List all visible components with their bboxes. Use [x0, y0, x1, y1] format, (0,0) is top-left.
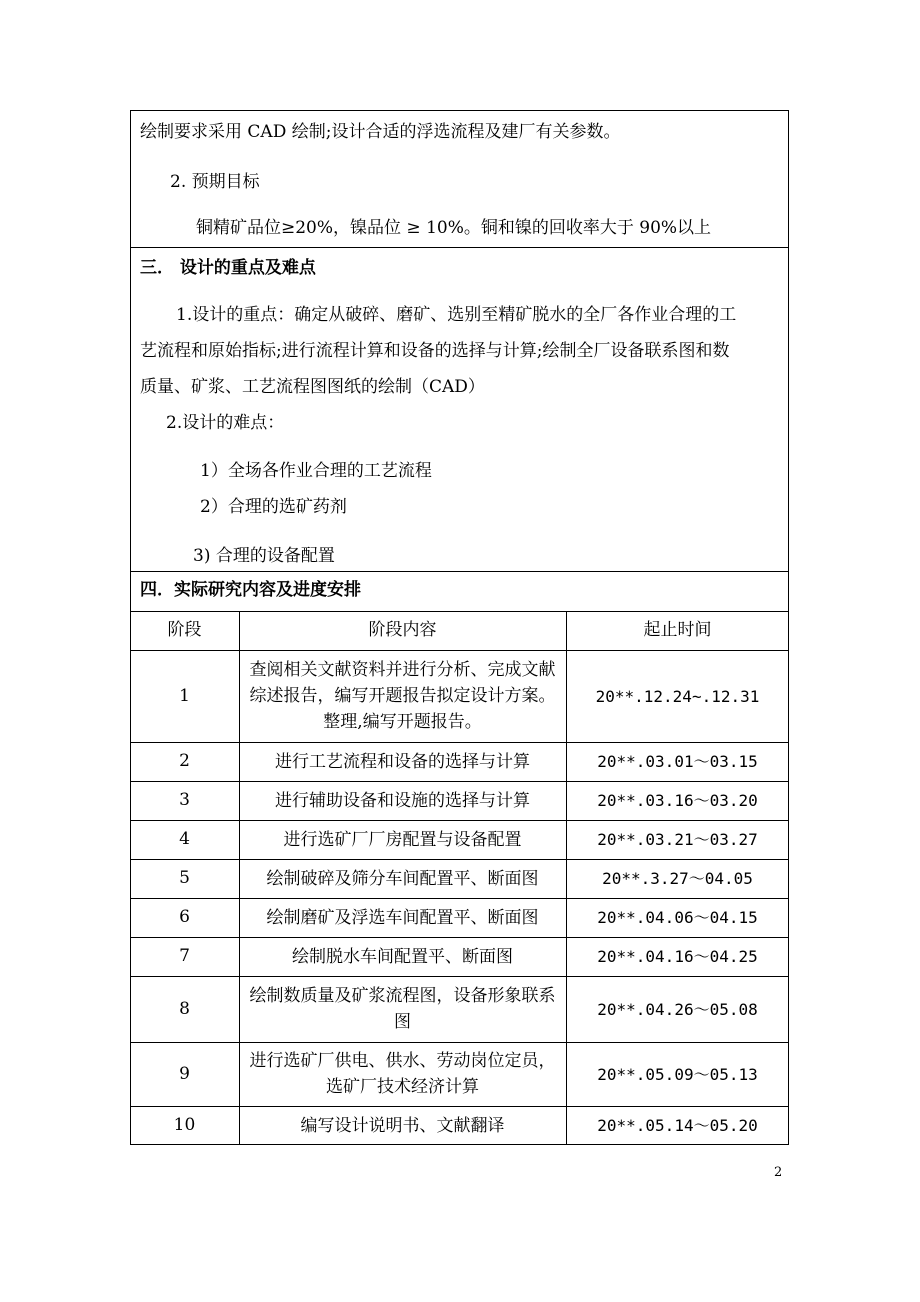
table-cell-content	[247, 898, 558, 937]
table-cell-stage	[130, 898, 239, 937]
table-header-time	[566, 611, 789, 650]
goal-text: 铜精矿品位≥20%，镍品位 ≥ 10%。铜和镍的回收率大于 90%以上	[196, 218, 712, 238]
table-cell-stage-text: 8	[179, 998, 190, 1019]
table-cell-content	[247, 742, 558, 781]
table-cell-stage-text: 9	[179, 1063, 190, 1084]
table-cell-stage-text: 5	[179, 868, 190, 888]
table-cell-content	[247, 1106, 558, 1145]
table-cell-time-text: 20**.12.24~.12.31	[595, 686, 760, 706]
table-cell-time	[566, 976, 789, 1042]
table-cell-content-text: 进行工艺流程和设备的选择与计算	[275, 751, 530, 772]
table-cell-stage	[130, 650, 239, 742]
table-cell-stage-text: 7	[179, 946, 190, 966]
table-column-divider	[239, 611, 240, 1145]
table-cell-time-text: 20**.05.09～05.13	[597, 1064, 758, 1084]
section3-heading: 三． 设计的重点及难点	[140, 258, 316, 278]
table-cell-content-text: 绘制脱水车间配置平、断面图	[292, 946, 513, 967]
difficulty-item: 3) 合理的设备配置	[193, 546, 335, 566]
key-points-line: 质量、矿浆、工艺流程图图纸的绘制（CAD）	[140, 377, 485, 397]
table-header-stage	[130, 611, 239, 650]
table-cell-stage-text: 4	[179, 829, 190, 849]
table-cell-stage	[130, 937, 239, 976]
table-cell-time	[566, 650, 789, 742]
table-cell-content-text: 进行选矿厂供电、供水、劳动岗位定员，选矿厂技术经济计算	[249, 1051, 556, 1097]
table-cell-content-text: 进行辅助设备和设施的选择与计算	[275, 790, 530, 811]
table-cell-stage	[130, 1042, 239, 1106]
table-cell-content-text: 查阅相关文献资料并进行分析、完成文献综述报告，编写开题报告拟定设计方案。整理,编写开题报告。	[249, 660, 556, 732]
table-cell-time	[566, 1106, 789, 1145]
table-cell-time	[566, 742, 789, 781]
table-cell-content	[247, 976, 558, 1042]
table-cell-content	[247, 859, 558, 898]
table-cell-time-text: 20**.05.14～05.20	[597, 1116, 758, 1135]
difficulty-item: 1）全场各作业合理的工艺流程	[200, 461, 432, 481]
table-cell-stage-text: 3	[179, 790, 190, 810]
table-cell-time	[566, 859, 789, 898]
goal-heading: 2. 预期目标	[170, 172, 260, 192]
table-cell-content-text: 进行选矿厂厂房配置与设备配置	[283, 829, 522, 850]
table-cell-time-text: 20**.3.27～04.05	[602, 869, 753, 888]
difficulty-heading: 2.设计的难点：	[166, 413, 285, 433]
table-cell-content-text: 绘制数质量及矿浆流程图，设备形象联系图	[249, 986, 556, 1032]
intro-line: 绘制要求采用 CAD 绘制;设计合适的浮选流程及建厂有关参数。	[140, 122, 621, 142]
table-cell-content-text: 编写设计说明书、文献翻译	[300, 1115, 505, 1136]
table-cell-time	[566, 820, 789, 859]
table-cell-time-text: 20**.03.16～03.20	[597, 791, 758, 810]
section4-heading: 四．实际研究内容及进度安排	[140, 580, 361, 600]
table-header-stage-text: 阶段	[167, 620, 202, 640]
table-cell-time	[566, 937, 789, 976]
table-cell-content	[247, 781, 558, 820]
key-points-line: 1.设计的重点：确定从破碎、磨矿、选别至精矿脱水的全厂各作业合理的工	[176, 305, 737, 325]
table-cell-content-text: 绘制破碎及筛分车间配置平、断面图	[266, 868, 539, 889]
table-cell-content	[247, 820, 558, 859]
table-cell-stage-text: 10	[173, 1115, 196, 1135]
table-cell-content	[247, 1042, 558, 1106]
table-cell-stage-text: 1	[179, 685, 190, 706]
table-cell-content-text: 绘制磨矿及浮选车间配置平、断面图	[266, 907, 539, 928]
table-header-content	[239, 611, 566, 650]
table-cell-stage-text: 2	[179, 751, 190, 771]
divider	[130, 571, 789, 572]
table-cell-stage	[130, 742, 239, 781]
table-cell-time-text: 20**.04.16～04.25	[597, 947, 758, 966]
table-cell-stage	[130, 781, 239, 820]
table-cell-time-text: 20**.04.06～04.15	[597, 908, 758, 927]
table-cell-time-text: 20**.04.26～05.08	[597, 999, 758, 1019]
table-cell-time-text: 20**.03.21～03.27	[597, 830, 758, 849]
table-cell-stage	[130, 820, 239, 859]
difficulty-item: 2）合理的选矿药剂	[200, 497, 347, 517]
page-number: 2	[774, 1165, 783, 1180]
table-header-content-text: 阶段内容	[368, 620, 437, 640]
table-cell-content	[247, 650, 558, 742]
table-cell-time	[566, 781, 789, 820]
table-cell-content	[247, 937, 558, 976]
key-points-line: 艺流程和原始指标;进行流程计算和设备的选择与计算;绘制全厂设备联系图和数	[140, 341, 730, 361]
divider	[130, 247, 789, 248]
table-cell-time-text: 20**.03.01～03.15	[597, 752, 758, 771]
table-cell-stage	[130, 859, 239, 898]
table-cell-time	[566, 1042, 789, 1106]
table-cell-stage	[130, 976, 239, 1042]
table-cell-stage	[130, 1106, 239, 1145]
table-cell-time	[566, 898, 789, 937]
table-cell-stage-text: 6	[179, 907, 190, 927]
table-header-time-text: 起止时间	[643, 620, 712, 640]
